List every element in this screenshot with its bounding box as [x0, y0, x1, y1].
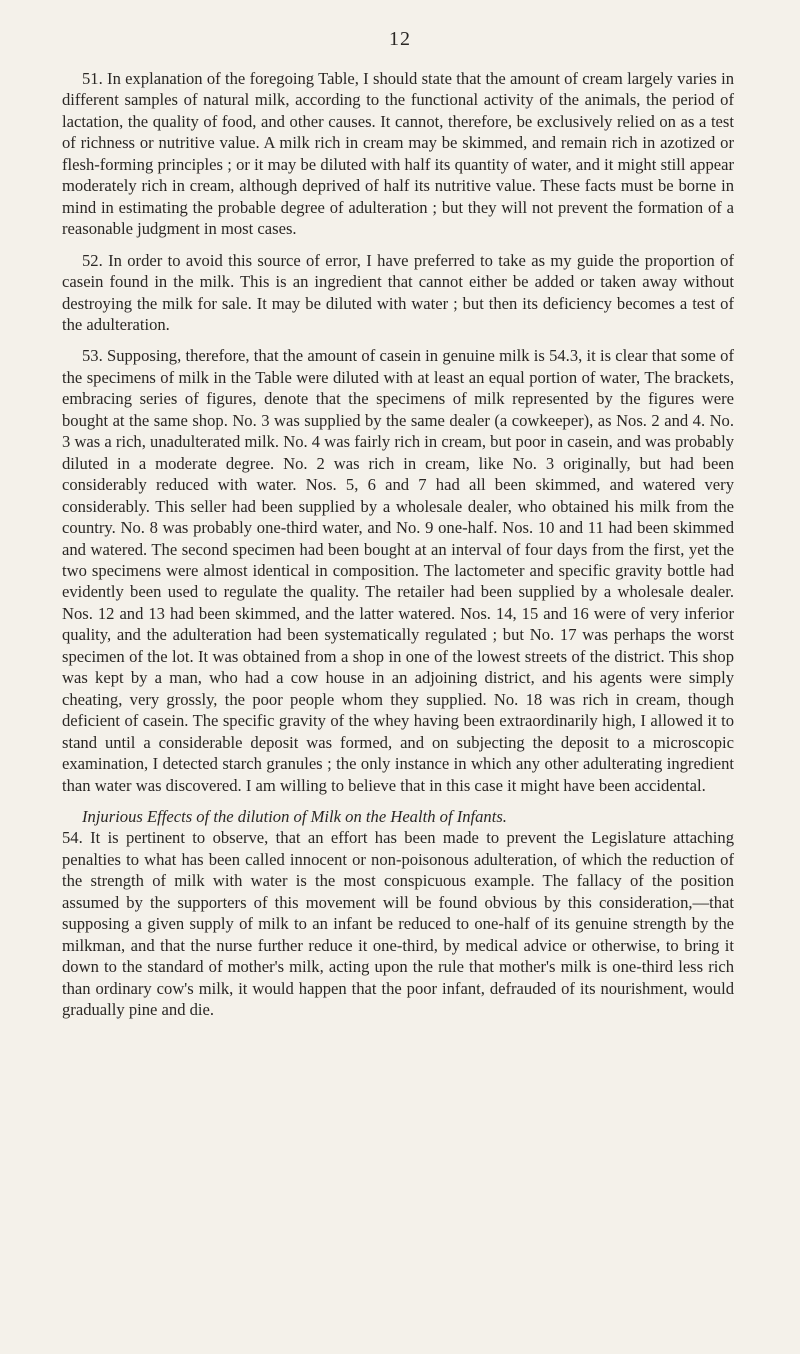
paragraph-51: 51. In explanation of the foregoing Table, I should state that the amount of cream largely varies in different samples of natural milk, according to the functional activity of the animals, the period of lactation, the quality of food, and other causes. It cannot, therefore, be exclusively relied on as a test of richness or nutritive value. A milk rich in cream may be skimmed, and remain rich in azotized or flesh-forming principles ; or it may be diluted with half its quantity of water, and it might still appear moderately rich in cream, although deprived of half its nutritive value. These facts must be borne in mind in estimating the probable degree of adulteration ; but they will not prevent the formation of a reasonable judgment in most cases.	[62, 69, 734, 239]
page-number: 12	[389, 28, 411, 50]
body-text	[62, 68, 734, 1030]
paragraph-54: 54. It is pertinent to observe, that an effort has been made to prevent the Legislature attaching penalties to what has been called innocent or non-poisonous adulteration, of which the reduction of the strength of milk with water is the most conspicuous example. The fallacy of the position assumed by the supporters of this movement will be found obvious by this consideration,—that supposing a given supply of milk to an infant be reduced to one-half of its genuine strength by the milkman, and that the nurse further reduce it one-third, by medical advice or otherwise, to bring it down to the standard of mother's milk, acting upon the rule that mother's milk is one-third less rich than ordinary cow's milk, it would happen that the poor infant, defrauded of its nourishment, would gradually pine and die.	[62, 828, 734, 1020]
paragraph-53: 53. Supposing, therefore, that the amount of casein in genuine milk is 54.3, it is clear that some of the specimens of milk in the Table were diluted with at least an equal portion of water, The brackets, embracing series of figures, denote that the specimens of milk represented by the figures were bought at the same shop. No. 3 was supplied by the same dealer (a cowkeeper), as Nos. 2 and 4. No. 3 was a rich, unadulterated milk. No. 4 was fairly rich in cream, but poor in casein, and was probably diluted in a moderate degree. No. 2 was rich in cream, like No. 3 originally, but had been considerably reduced with water. Nos. 5, 6 and 7 had all been skimmed, and watered very considerably. This seller had been supplied by a wholesale dealer, who obtained his milk from the country. No. 8 was probably one-third water, and No. 9 one-half. Nos. 10 and 11 had been skimmed and watered. The second specimen had been bought at an interval of four days from the first, yet the two specimens were almost identical in composition. The lactometer and specific gravity bottle had evidently been used to regulate the quality. The retailer had been supplied by a wholesale dealer. Nos. 12 and 13 had been skimmed, and the latter watered. Nos. 14, 15 and 16 were of very inferior quality, and the adulteration had been systematically regulated ; but No. 17 was perhaps the worst specimen of the lot. It was obtained from a shop in one of the lowest streets of the district. This shop was kept by a man, who had a cow house in an adjoining district, and his agents were simply cheating, very grossly, the poor people whom they supplied. No. 18 was rich in cream, though deficient of casein. The specific gravity of the whey having been extraordinarily high, I allowed it to stand until a considerable deposit was formed, and on subjecting the deposit to a microscopic examination, I detected starch granules ; the only instance in which any other adulterating ingredient than water was discovered. I am willing to believe that in this case it might have been accidental.	[62, 346, 734, 795]
paragraph-52: 52. In order to avoid this source of error, I have preferred to take as my guide the proportion of casein found in the milk. This is an ingredient that cannot either be added or taken away without destroying the milk for sale. It may be diluted with water ; but then its deficiency becomes a test of the adulteration.	[62, 250, 734, 334]
section-heading: Injurious Effects of the dilution of Milk on the Health of Infants.	[82, 806, 507, 826]
